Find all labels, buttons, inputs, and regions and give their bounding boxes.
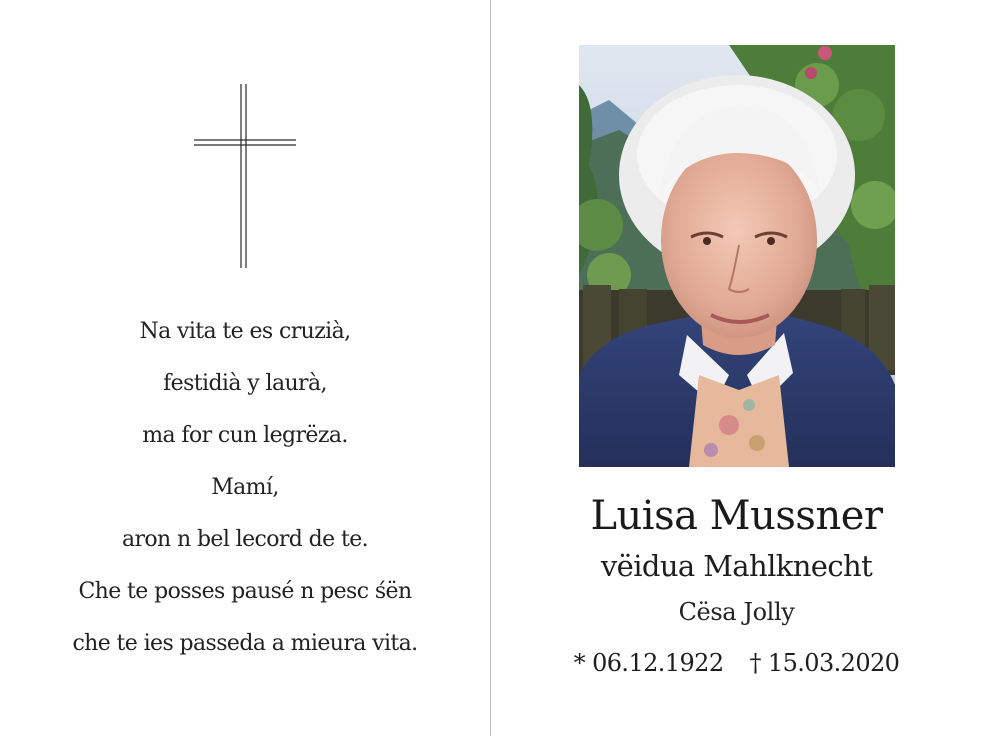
memorial-verse bbox=[20, 306, 470, 670]
widow-line: vëidua Mahlknecht bbox=[600, 549, 873, 583]
death-date: † 15.03.2020 bbox=[749, 649, 900, 677]
deceased-details bbox=[491, 488, 982, 680]
verse-line: che te ies passeda a mieura vita. bbox=[72, 631, 418, 656]
card-left-page bbox=[0, 0, 490, 736]
verse-line: Che te posses pausé n pesc śën bbox=[78, 579, 412, 604]
verse-line: ma for cun legrëza. bbox=[142, 423, 348, 448]
portrait-photo bbox=[579, 45, 895, 467]
verse-line: festidià y laurà, bbox=[163, 371, 327, 396]
card-right-page bbox=[491, 0, 982, 736]
life-dates bbox=[491, 646, 982, 680]
verse-line: Na vita te es cruzià, bbox=[139, 319, 351, 344]
cross-icon bbox=[190, 82, 300, 272]
birth-date: * 06.12.1922 bbox=[573, 649, 724, 677]
deceased-name: Luisa Mussner bbox=[590, 493, 883, 539]
verse-line: aron n bel lecord de te. bbox=[121, 527, 369, 552]
house-name: Cësa Jolly bbox=[678, 598, 795, 626]
verse-line: Mamí, bbox=[211, 475, 279, 500]
